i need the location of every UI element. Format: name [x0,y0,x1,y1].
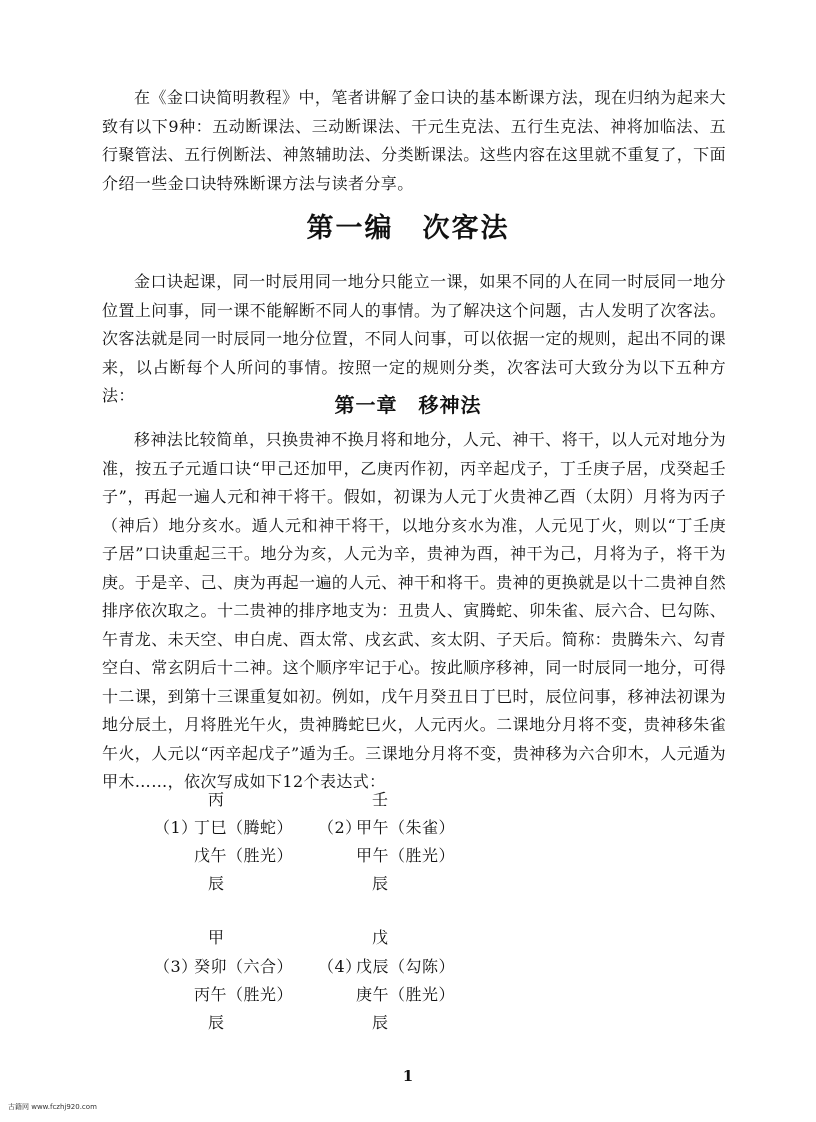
lesson-guishen: 戊辰（勾陈） [356,957,456,976]
page-number: 1 [402,1067,414,1085]
lesson-guishen: 丁巳（腾蛇） [194,818,294,837]
lesson-renyuan: 丙 [208,790,225,809]
chapter-body-paragraph: 移神法比较简单，只换贵神不换月将和地分，人元、神干、将干，以人元对地分为准，按五子元遁口诀“甲己还加甲，乙庚丙作初，丙辛起戊子，丁壬庚子居，戊癸起壬子”，再起一遍人元和神干将干。假如，初课为人元丁火贵神乙酉（太阴）月将为丙子（神后）地分亥水。遁人元和神干将干，以地分亥水为准，人元见丁火，则以“丁壬庚子居”口诀重起三干。地分为亥，人元为辛，贵神为酉，神干为己，月将为子，将干为庚。于是辛、己、庚为再起一遍的人元、神干和将干。贵神的更换就是以十二贵神自然排序依次取之。十二贵神的排序地支为：丑贵人、寅腾蛇、卯朱雀、辰六合、巳勾陈、午青龙、未天空、申白虎、酉太常、戌玄武、亥太阴、子天后。简称：贵腾朱六、勾青空白、常玄阴后十二神。这个顺序牢记于心。按此顺序移神，同一时辰同一地分，可得十二课，到第十三课重复如初。例如，戊午月癸丑日丁巳时，辰位问事，移神法初课为地分辰土，月将胜光午火，贵神腾蛇巳火，人元丙火。二课地分月将不变，贵神移朱雀午火，人元以“丙辛起戊子”遁为壬。三课地分月将不变，贵神移为六合卯木，人元遁为甲木……，依次写成如下12个表达式： [102,430,726,791]
lesson-difen: 辰 [372,1013,389,1032]
part-intro-paragraph: 金口诀起课，同一时辰用同一地分只能立一课，如果不同的人在同一时辰同一地分位置上问事，同一课不能解断不同人的事情。为了解决这个问题，古人发明了次客法。次客法就是同一时辰同一地分位置，不同人问事，可以依据一定的规则，起出不同的课来，以占断每个人所问的事情。按照一定的规则分类，次客法可大致分为以下五种方法： [102,272,726,405]
lesson-renyuan: 戊 [372,928,389,947]
chapter-title: 第一章 移神法 [334,393,482,417]
lesson-difen: 辰 [208,874,225,893]
part-title: 第一编 次客法 [306,213,510,244]
lesson-yuejiang: 庚午（胜光） [356,985,456,1004]
lesson-yuejiang: 甲午（胜光） [356,846,456,865]
lesson-yuejiang: 戊午（胜光） [194,846,294,865]
lesson-guishen: 甲午（朱雀） [356,818,456,837]
lesson-number: （3） [154,957,198,976]
lesson-renyuan: 甲 [208,928,225,947]
lesson-difen: 辰 [208,1013,225,1032]
lesson-number: （1） [154,818,198,837]
lesson-number: （2） [318,818,362,837]
lesson-renyuan: 壬 [372,790,389,809]
footer-watermark: 古籍网 www.fczhj920.com [8,1103,97,1111]
lesson-yuejiang: 丙午（胜光） [194,985,294,1004]
intro-paragraph: 在《金口诀简明教程》中，笔者讲解了金口诀的基本断课方法，现在归纳为起来大致有以下9种：五动断课法、三动断课法、干元生克法、五行生克法、神将加临法、五行聚管法、五行例断法、神煞辅助法、分类断课法。这些内容在这里就不重复了，下面介绍一些金口诀特殊断课方法与读者分享。 [102,88,726,193]
lesson-difen: 辰 [372,874,389,893]
lesson-number: （4） [318,957,362,976]
lesson-guishen: 癸卯（六合） [194,957,294,976]
